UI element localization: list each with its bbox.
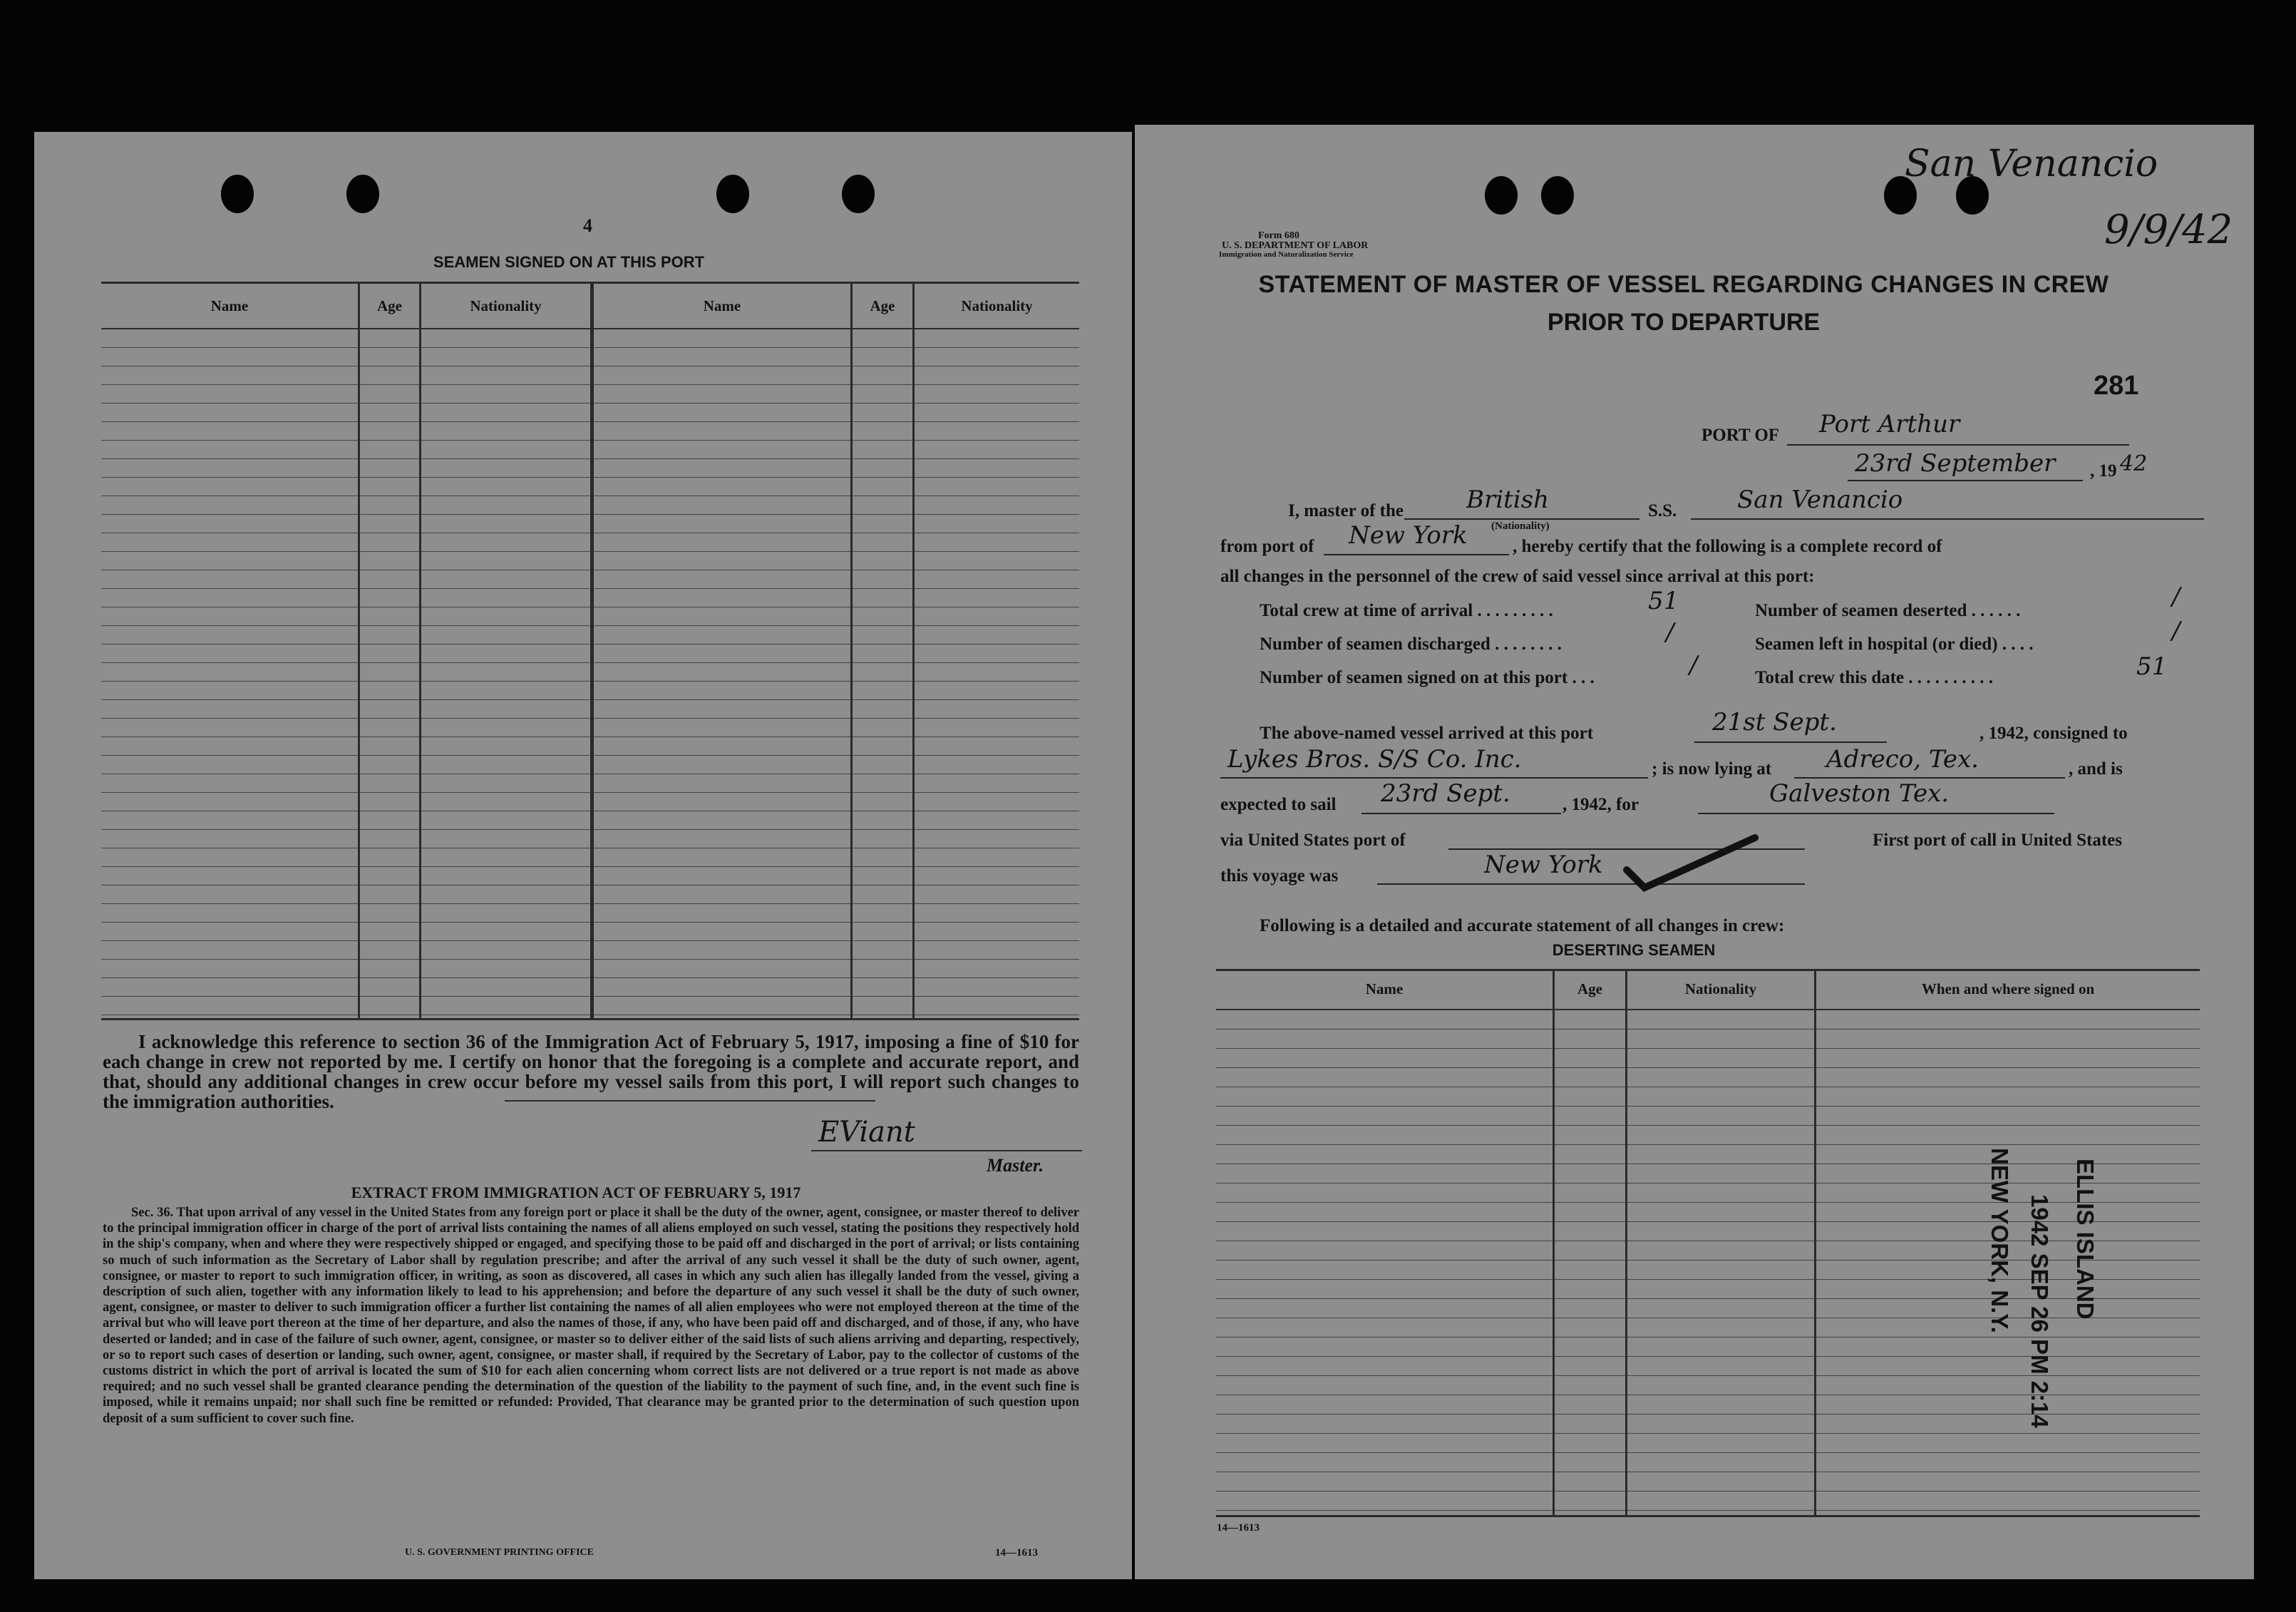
table-row-line xyxy=(101,477,1079,478)
hospital-value: / xyxy=(2172,617,2181,645)
table-row-line xyxy=(101,347,1079,348)
col-age: Age xyxy=(1577,980,1602,997)
master-label: Master. xyxy=(987,1155,1044,1176)
from-port-value: New York xyxy=(1349,521,1468,550)
table-row-line xyxy=(1216,1491,2200,1492)
table-row-line xyxy=(101,792,1079,793)
table-row-line xyxy=(101,977,1079,978)
first-port-label: First port of call in United States xyxy=(1873,831,2122,850)
table-bottom-rule xyxy=(101,1018,1079,1020)
discharged-value: / xyxy=(1666,618,1674,647)
and-is-label: , and is xyxy=(2069,759,2123,779)
table-row-line xyxy=(101,699,1079,700)
table-row-line xyxy=(101,866,1079,867)
table-row-line xyxy=(101,718,1079,719)
table-row-line xyxy=(101,588,1079,589)
signed-on-label: Number of seamen signed on at this port . . . xyxy=(1260,668,1595,687)
table-row-line xyxy=(1216,1106,2200,1107)
form-number: Form 680 xyxy=(1258,230,1299,241)
lying-value: Adreco, Tex. xyxy=(1826,745,1979,774)
table-row-line xyxy=(1216,1029,2200,1030)
voyage-value: New York xyxy=(1484,851,1603,879)
col-name: Name xyxy=(210,297,249,314)
table-row-line xyxy=(1216,1433,2200,1434)
arrived-value: 21st Sept. xyxy=(1712,708,1837,736)
right-form-code: 14—1613 xyxy=(1217,1522,1260,1534)
col-nationality: Nationality xyxy=(1684,980,1757,997)
handwritten-vessel-name: San Venancio xyxy=(1905,143,2158,185)
table-row-line xyxy=(101,996,1079,997)
checkmark-icon xyxy=(1620,827,1762,898)
serial-number: 281 xyxy=(2094,371,2139,401)
table-row-line xyxy=(101,922,1079,923)
nationality-value: British xyxy=(1466,486,1549,514)
certify-text: , hereby certify that the following is a complete record of xyxy=(1513,537,1942,556)
department: U. S. DEPARTMENT OF LABOR xyxy=(1222,240,1369,251)
left-table-title: SEAMEN SIGNED ON AT THIS PORT xyxy=(433,253,705,271)
extract-title: EXTRACT FROM IMMIGRATION ACT OF FEBRUARY 5, 1917 xyxy=(351,1184,801,1201)
extract-text: Sec. 36. That upon arrival of any vessel in the United States from any foreign port or place it shall be the duty of the owner, agent, consignee, or master thereof to deliver to the principal immigration officer in charge of the port of arrival lists containing the names of all aliens employed on such vessel, stating the positions they respectively hold in the ship's company, when and where they were respectively shipped or engaged, and specifying those to be paid off and discharged in the port of arrival; or lists containing so much of such information as the Secretary of Labor shall by regulation prescribe; and after the arrival of any such vessel it shall be the duty of such owner, agent, consignee, or master to report to such immigration officer, in writing, as soon as discovered, all cases in which any such alien has illegally landed from the vessel, giving a description of such alien, together with any information likely to lead to his apprehension; and before the departure of any such vessel it shall be the duty of such owner, agent, consignee, or master to deliver to such immigration officer a further list containing the names of all alien employees who were not employed thereon at the time of the arrival but who will leave port thereon at the time of her departure, and also the names of those, if any, who have been paid off and discharged, and of those, if any, who have deserted or landed; and in case of the failure of such owner, agent, consignee, or master so to deliver either of the said lists of such aliens arriving and departing, respectively, or so to report such cases of desertion or landing, such owner, agent, consignee, or master shall, if required by the Secretary of Labor, pay to the collector of customs of the customs district in which the port of arrival is located the sum of $10 for each alien concerning whom correct lists are not delivered or a true report is not made as above required; and no such vessel shall be granted clearance pending the determination of the question of the liability to the payment of such fine, and, in the event such fine is imposed, while it remains unpaid; nor shall such fine be remitted or refunded: Provided, That clearance may be granted prior to the determination of such question upon deposit of a sum sufficient to cover such fine. xyxy=(103,1206,1079,1426)
total-crew-arrival-label: Total crew at time of arrival . . . . . . . . . xyxy=(1260,601,1553,620)
deserted-label: Number of seamen deserted . . . . . . xyxy=(1755,601,2021,620)
form-title: STATEMENT OF MASTER OF VESSEL REGARDING CHANGES IN CREW xyxy=(1258,271,2109,298)
col-nationality: Nationality xyxy=(961,297,1033,314)
hospital-label: Seamen left in hospital (or died) . . . . xyxy=(1755,635,2034,654)
table-row-line xyxy=(1216,1452,2200,1453)
year-label: , 19 xyxy=(2090,461,2117,481)
left-page xyxy=(34,132,1132,1579)
table-row-line xyxy=(101,514,1079,515)
table-row-line xyxy=(101,736,1079,737)
table-row-line xyxy=(101,959,1079,960)
col-age: Age xyxy=(870,297,895,314)
table-row-line xyxy=(101,662,1079,663)
following-text: Following is a detailed and accurate statement of all changes in crew: xyxy=(1260,916,1785,935)
expected-label: expected to sail xyxy=(1220,795,1337,814)
right-page xyxy=(1135,125,2254,1579)
table-row-line xyxy=(101,458,1079,459)
table-row-line xyxy=(101,421,1079,422)
punch-hole xyxy=(221,175,254,213)
page-number: 4 xyxy=(583,215,592,236)
table-row-line xyxy=(1216,1048,2200,1049)
acknowledgement-text: I acknowledge this reference to section 36 of the Immigration Act of February 5, 1917, imposing a fine of $10 for each change in crew not reported by me. I certify on honor that the foregoing is a complete and accurate report, and that, should any additional changes in crew occur before my vessel sails from this port, I will report such changes to the immigration authorities. xyxy=(103,1031,1079,1112)
printer-note: U. S. GOVERNMENT PRINTING OFFICE xyxy=(405,1547,594,1558)
table-row-line xyxy=(1216,1125,2200,1126)
table-row-line xyxy=(1216,1144,2200,1145)
table-row-line xyxy=(1216,1067,2200,1068)
total-crew-date-value: 51 xyxy=(2136,652,2168,681)
consigned-label: , 1942, consigned to xyxy=(1980,724,2128,743)
expected-value: 23rd Sept. xyxy=(1381,779,1510,808)
table-row-line xyxy=(101,829,1079,830)
for-value: Galveston Tex. xyxy=(1769,779,1950,808)
right-table-title: DESERTING SEAMEN xyxy=(1552,941,1716,959)
signed-on-value: / xyxy=(1689,651,1698,679)
arrived-label: The above-named vessel arrived at this port xyxy=(1260,724,1594,743)
col-when-where: When and where signed on xyxy=(1921,980,2095,997)
col-nationality: Nationality xyxy=(470,297,542,314)
table-row-line xyxy=(101,755,1079,756)
master-signature: EViant xyxy=(818,1116,915,1149)
punch-hole xyxy=(716,175,749,213)
table-row-line xyxy=(101,681,1079,682)
table-row-line xyxy=(101,940,1079,941)
vessel-name: San Venancio xyxy=(1737,486,1903,514)
table-row-line xyxy=(1216,1510,2200,1511)
table-row-line xyxy=(101,384,1079,385)
table-row-line xyxy=(101,644,1079,645)
form-subtitle: PRIOR TO DEPARTURE xyxy=(1547,309,1821,336)
year-value: 42 xyxy=(2120,451,2148,476)
consignee-value: Lykes Bros. S/S Co. Inc. xyxy=(1227,745,1522,774)
port-of-label: PORT OF xyxy=(1702,426,1780,445)
date-value: 23rd September xyxy=(1855,449,2056,478)
left-form-code: 14—1613 xyxy=(995,1547,1038,1559)
table-row-line xyxy=(101,403,1079,404)
col-age: Age xyxy=(377,297,402,314)
via-label: via United States port of xyxy=(1220,831,1406,850)
vessel-type: S.S. xyxy=(1648,501,1677,520)
handwritten-date: 9/9/42 xyxy=(2104,207,2233,253)
punch-hole xyxy=(1485,176,1518,215)
deserted-value: / xyxy=(2172,582,2181,611)
stamp-location: NEW YORK, N.Y. xyxy=(1987,1148,2013,1333)
total-crew-arrival-value: 51 xyxy=(1648,587,1679,615)
table-row-line xyxy=(1216,1183,2200,1184)
col-name: Name xyxy=(703,297,741,314)
service: Immigration and Naturalization Service xyxy=(1219,250,1354,259)
changes-text: all changes in the personnel of the crew of said vessel since arrival at this port: xyxy=(1220,567,1815,586)
col-name: Name xyxy=(1365,980,1404,997)
discharged-label: Number of seamen discharged . . . . . . . . xyxy=(1260,635,1562,654)
punch-hole xyxy=(842,175,875,213)
lying-label: ; is now lying at xyxy=(1652,759,1772,779)
punch-hole xyxy=(1541,176,1574,215)
table-row-line xyxy=(101,625,1079,626)
stamp-date: 1942 SEP 26 PM 2:14 xyxy=(2027,1194,2053,1428)
table-row-line xyxy=(101,903,1079,904)
total-crew-date-label: Total crew this date . . . . . . . . . . xyxy=(1755,668,1994,687)
table-row-line xyxy=(101,440,1079,441)
punch-hole xyxy=(346,175,379,213)
voyage-label: this voyage was xyxy=(1220,866,1339,885)
from-port-label: from port of xyxy=(1220,537,1314,556)
master-of-label: I, master of the xyxy=(1288,501,1404,520)
nationality-caption: (Nationality) xyxy=(1491,520,1550,532)
table-row-line xyxy=(101,551,1079,552)
ellis-island-stamp: ELLIS ISLAND xyxy=(2072,1159,2099,1320)
port-of-value: Port Arthur xyxy=(1819,410,1960,438)
for-label: , 1942, for xyxy=(1563,795,1639,814)
